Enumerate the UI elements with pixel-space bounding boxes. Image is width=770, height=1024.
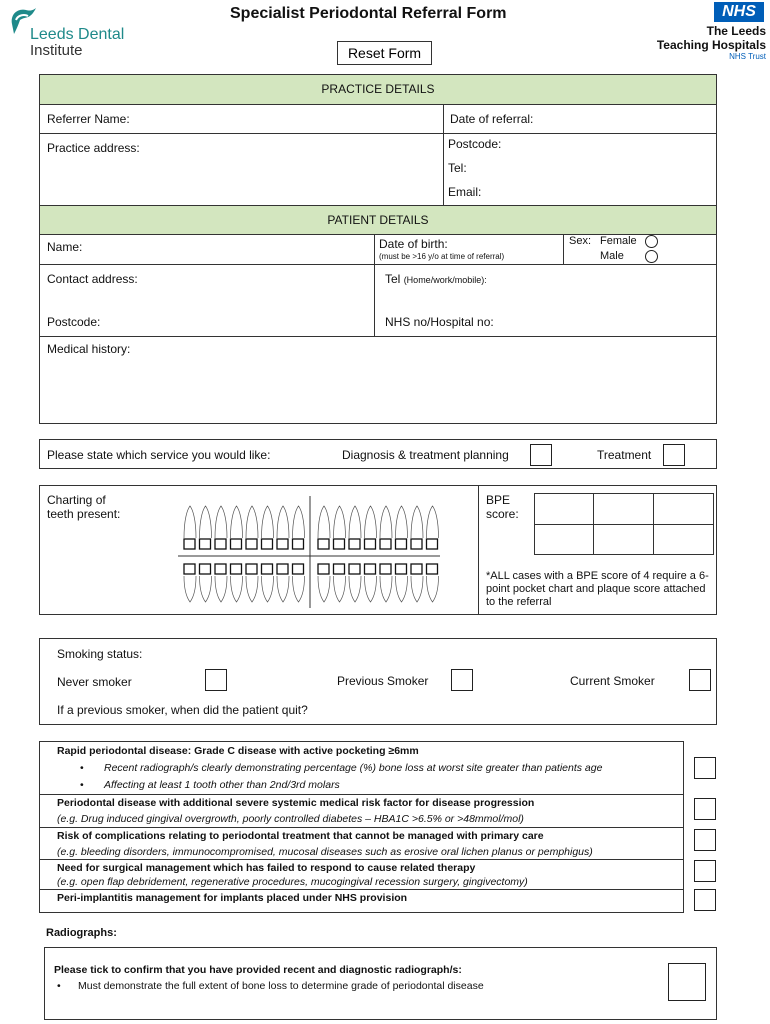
service-section xyxy=(39,439,717,469)
tooth-upper xyxy=(334,506,346,538)
criteria-4-sub: (e.g. open flap debridement, regenerative procedures, mucogingival recession surgery, gingivectomy) xyxy=(57,876,528,888)
charting-label-2: teeth present: xyxy=(47,507,121,521)
tooth-lower xyxy=(293,576,305,602)
tooth-box-lower xyxy=(277,564,288,574)
tooth-upper xyxy=(184,506,196,538)
current-smoker-checkbox[interactable] xyxy=(689,669,711,691)
tooth-box-lower xyxy=(215,564,226,574)
trust-line2: Teaching Hospitals xyxy=(656,38,766,52)
male-label: Male xyxy=(600,250,624,262)
practice-postcode-label: Postcode: xyxy=(448,137,502,151)
tooth-upper xyxy=(396,506,408,538)
tooth-box-upper xyxy=(427,539,438,549)
radiographs-bullet: Must demonstrate the full extent of bone loss to determine grade of periodontal disease xyxy=(78,980,484,992)
criteria-3-sub: (e.g. bleeding disorders, immunocompromised, mucosal diseases such as erosive oral lichen planus or pemphigus) xyxy=(57,846,593,858)
reset-form-button[interactable]: Reset Form xyxy=(337,41,432,65)
tooth-lower xyxy=(262,576,274,602)
patient-tel-label xyxy=(385,272,487,286)
logo-line1: Leeds Dental xyxy=(30,26,125,43)
tooth-upper xyxy=(380,506,392,538)
female-label: Female xyxy=(600,235,637,247)
diagnosis-label: Diagnosis & treatment planning xyxy=(342,448,509,462)
tooth-box-upper xyxy=(200,539,211,549)
tooth-box-lower xyxy=(427,564,438,574)
tooth-lower xyxy=(334,576,346,602)
page-title: Specialist Periodontal Referral Form xyxy=(230,5,507,22)
charting-label-1: Charting of xyxy=(47,493,106,507)
tooth-box-lower xyxy=(396,564,407,574)
criteria-5-checkbox[interactable] xyxy=(694,889,716,911)
criteria-3-checkbox[interactable] xyxy=(694,829,716,851)
quit-question: If a previous smoker, when did the patient quit? xyxy=(57,703,308,717)
practice-details-section xyxy=(39,74,717,424)
practice-email-label: Email: xyxy=(448,185,482,199)
tooth-upper xyxy=(200,506,212,538)
radiographs-section: Please tick to confirm that you have provided recent and diagnostic radiograph/s: • Must demonstrate the full extent of bone loss to determine grade of periodontal disease xyxy=(44,947,717,1020)
tooth-box-lower xyxy=(293,564,304,574)
tooth-lower xyxy=(231,576,243,602)
male-radio[interactable] xyxy=(645,250,658,263)
patient-name-label: Name: xyxy=(47,240,83,254)
tooth-box-upper xyxy=(365,539,376,549)
tooth-box-upper xyxy=(396,539,407,549)
smoking-status-label: Smoking status: xyxy=(57,647,143,661)
criteria-1-bullet-1: Recent radiograph/s clearly demonstrating percentage (%) bone loss at worst site greater than patients age xyxy=(104,762,603,774)
previous-smoker-checkbox[interactable] xyxy=(451,669,473,691)
tooth-box-upper xyxy=(334,539,345,549)
charting-section xyxy=(39,485,717,615)
female-radio[interactable] xyxy=(645,235,658,248)
smoking-section xyxy=(39,638,717,725)
tooth-box-upper xyxy=(411,539,422,549)
tooth-lower xyxy=(427,576,439,602)
nhs-badge: NHS xyxy=(714,2,764,22)
tooth-box-lower xyxy=(318,564,329,574)
tooth-box-upper xyxy=(293,539,304,549)
tooth-upper xyxy=(427,506,439,538)
referrer-name-label: Referrer Name: xyxy=(47,112,130,126)
diagnosis-checkbox[interactable] xyxy=(530,444,552,466)
trust-line1: The Leeds xyxy=(706,24,766,38)
sex-label: Sex: xyxy=(569,235,592,247)
bpe-label-1: BPE xyxy=(486,493,511,507)
dob-note: (must be >16 y/o at time of referral) xyxy=(379,252,505,261)
logo xyxy=(8,6,148,61)
trust-line3: NHS Trust xyxy=(729,52,766,61)
patient-postcode-label: Postcode: xyxy=(47,315,101,329)
dob-label: Date of birth: xyxy=(379,237,448,251)
practice-address-label: Practice address: xyxy=(47,141,140,155)
tooth-lower xyxy=(411,576,423,602)
criteria-1-bullet-2: Affecting at least 1 tooth other than 2nd/3rd molars xyxy=(104,779,340,791)
tooth-upper xyxy=(318,506,330,538)
tooth-box-lower xyxy=(334,564,345,574)
tooth-lower xyxy=(349,576,361,602)
tooth-upper xyxy=(277,506,289,538)
tooth-box-upper xyxy=(215,539,226,549)
tooth-box-upper xyxy=(246,539,257,549)
patient-tel-note: (Home/work/mobile): xyxy=(403,275,487,285)
tooth-box-lower xyxy=(184,564,195,574)
current-smoker-label: Current Smoker xyxy=(570,674,655,688)
tooth-box-upper xyxy=(380,539,391,549)
criteria-1-title: Rapid periodontal disease: Grade C disease with active pocketing ≥6mm xyxy=(57,745,419,757)
tooth-box-upper xyxy=(184,539,195,549)
radiographs-heading: Radiographs: xyxy=(46,927,117,939)
bpe-grid[interactable] xyxy=(534,493,714,555)
treatment-label: Treatment xyxy=(597,448,652,462)
never-smoker-checkbox[interactable] xyxy=(205,669,227,691)
tooth-box-upper xyxy=(318,539,329,549)
tooth-lower xyxy=(380,576,392,602)
tooth-lower xyxy=(277,576,289,602)
tooth-upper xyxy=(365,506,377,538)
tooth-box-lower xyxy=(200,564,211,574)
nhs-number-label: NHS no/Hospital no: xyxy=(385,315,494,329)
tooth-upper xyxy=(246,506,258,538)
date-of-referral-label: Date of referral: xyxy=(450,112,534,126)
tooth-upper xyxy=(215,506,227,538)
patient-tel-text: Tel xyxy=(385,272,401,286)
criteria-5-title: Peri-implantitis management for implants placed under NHS provision xyxy=(57,892,408,904)
radiographs-confirm: Please tick to confirm that you have provided recent and diagnostic radiograph/s: xyxy=(54,964,462,976)
tooth-lower xyxy=(184,576,196,602)
tooth-lower xyxy=(215,576,227,602)
criteria-4-title: Need for surgical management which has failed to respond to cause related therapy xyxy=(57,862,476,874)
tooth-upper xyxy=(411,506,423,538)
tooth-upper xyxy=(231,506,243,538)
logo-line2: Institute xyxy=(30,42,83,59)
tooth-lower xyxy=(246,576,258,602)
tooth-box-lower xyxy=(349,564,360,574)
tooth-box-upper xyxy=(262,539,273,549)
tooth-box-lower xyxy=(231,564,242,574)
tooth-lower xyxy=(200,576,212,602)
tooth-box-lower xyxy=(365,564,376,574)
criteria-4-checkbox[interactable] xyxy=(694,860,716,882)
service-prompt: Please state which service you would like: xyxy=(47,448,271,462)
tooth-upper xyxy=(262,506,274,538)
criteria-3-title: Risk of complications relating to periodontal treatment that cannot be managed with primary care xyxy=(57,830,544,842)
bpe-note: *ALL cases with a BPE score of 4 require a 6-point pocket chart and plaque score attached to the referral xyxy=(486,570,709,608)
tooth-box-upper xyxy=(349,539,360,549)
tooth-box-upper xyxy=(231,539,242,549)
radiographs-checkbox[interactable] xyxy=(668,963,706,1001)
patient-details-heading: PATIENT DETAILS xyxy=(40,205,716,235)
bpe-label-2: score: xyxy=(486,507,519,521)
medical-history-label: Medical history: xyxy=(47,342,131,356)
practice-tel-label: Tel: xyxy=(448,161,467,175)
never-smoker-label: Never smoker xyxy=(57,675,132,689)
practice-details-heading: PRACTICE DETAILS xyxy=(40,75,716,105)
tooth-box-upper xyxy=(277,539,288,549)
criteria-1-checkbox[interactable] xyxy=(694,757,716,779)
tooth-lower xyxy=(365,576,377,602)
tooth-box-lower xyxy=(262,564,273,574)
criteria-2-sub: (e.g. Drug induced gingival overgrowth, poorly controlled diabetes – HBA1C >6.5% or >48mmol/mol) xyxy=(57,813,524,825)
tooth-box-lower xyxy=(411,564,422,574)
tooth-box-lower xyxy=(380,564,391,574)
tooth-upper xyxy=(349,506,361,538)
treatment-checkbox[interactable] xyxy=(663,444,685,466)
tooth-lower xyxy=(396,576,408,602)
criteria-2-title: Periodontal disease with additional severe systemic medical risk factor for disease progression xyxy=(57,797,535,809)
tooth-lower xyxy=(318,576,330,602)
criteria-section: Rapid periodontal disease: Grade C disease with active pocketing ≥6mm • Recent radiograph/s clearly demonstrating percentage (%) bone loss at worst site greater than patients age • Affecting at least 1 tooth other than 2nd/3rd molars Periodontal disease with additional severe systemic medical risk factor for disease progression (e.g. Drug induced gingival overgrowth, poorly controlled diabetes – HBA1C >6.5% or >48mmol/mol) Risk of complications relating to periodontal treatment that cannot be managed with primary care (e.g. bleeding disorders, immunocompromised, mucosal diseases such as erosive oral lichen planus or pemphigus) Need for surgical management which has failed to respond to cause related therapy (e.g. open flap debridement, regenerative procedures, mucogingival recession surgery, gingivectomy) Peri-implantitis management for implants placed under NHS provision xyxy=(39,741,684,913)
previous-smoker-label: Previous Smoker xyxy=(337,674,429,688)
dental-chart xyxy=(150,490,450,610)
tooth-upper xyxy=(293,506,305,538)
tooth-box-lower xyxy=(246,564,257,574)
contact-address-label: Contact address: xyxy=(47,272,138,286)
criteria-2-checkbox[interactable] xyxy=(694,798,716,820)
